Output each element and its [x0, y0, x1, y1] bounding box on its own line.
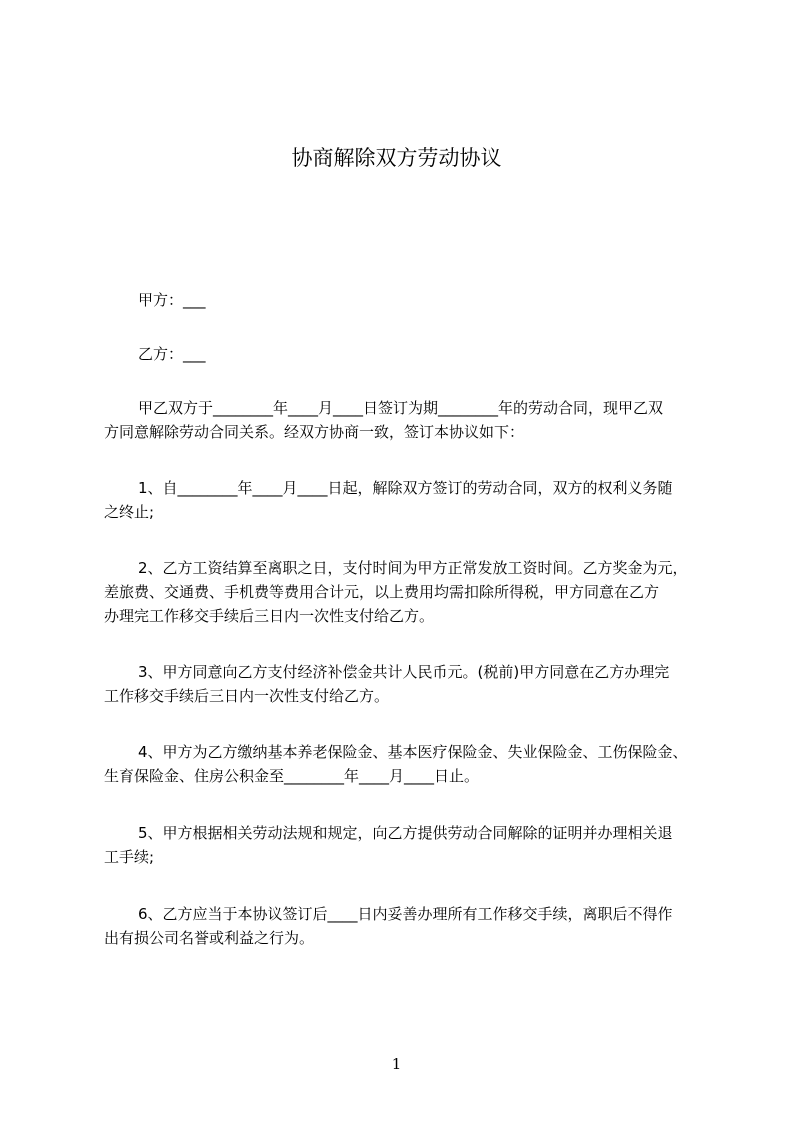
clause-3: [104, 660, 724, 708]
clause-5-line-2: 工手续;: [104, 848, 155, 866]
clause-5-line-1: 5、甲方根据相关劳动法规和规定，向乙方提供劳动合同解除的证明并办理相关退: [138, 824, 673, 842]
clause-2-line-1: 2、乙方工资结算至离职之日，支付时间为甲方正常发放工资时间。乙方奖金为元，: [138, 559, 688, 577]
clause-1-line-1: 1、自________年____月____日起，解除双方签订的劳动合同，双方的权利义务随: [138, 479, 673, 497]
intro-line-1: 甲乙双方于________年____月____日签订为期________年的劳动合同，现甲乙双: [138, 399, 664, 417]
clause-2-line-2: 差旅费、交通费、手机费等费用合计元，以上费用均需扣除所得税，甲方同意在乙方: [104, 583, 660, 601]
clause-6-line-2: 出有损公司名誉或利益之行为。: [104, 929, 315, 947]
clause-3-line-1: 3、甲方同意向乙方支付经济补偿金共计人民币元。(税前)甲方同意在乙方办理完: [138, 663, 670, 681]
party-a-line: 甲方：___: [138, 291, 206, 309]
clause-2: [104, 556, 724, 628]
clause-4: [104, 740, 724, 788]
document-title: 协商解除双方劳动协议: [291, 146, 502, 170]
intro-paragraph: [104, 396, 724, 444]
page-number: 1: [391, 1055, 402, 1073]
clause-3-line-2: 工作移交手续后三日内一次性支付给乙方。: [104, 687, 390, 705]
clause-2-line-3: 办理完工作移交手续后三日内一次性支付给乙方。: [104, 607, 435, 625]
clause-6: [104, 902, 724, 950]
clause-1-line-2: 之终止;: [104, 503, 155, 521]
clause-5: [104, 821, 724, 869]
clause-4-line-2: 生育保险金、住房公积金至________年____月____日止。: [104, 767, 480, 785]
clause-4-line-1: 4、甲方为乙方缴纳基本养老保险金、基本医疗保险金、失业保险金、工伤保险金、: [138, 743, 688, 761]
clause-1: [104, 476, 724, 524]
clause-6-line-1: 6、乙方应当于本协议签订后____日内妥善办理所有工作移交手续，离职后不得作: [138, 905, 673, 923]
intro-line-2: 方同意解除劳动合同关系。经双方协商一致，签订本协议如下：: [104, 423, 525, 441]
party-b-line: 乙方：___: [138, 345, 206, 363]
